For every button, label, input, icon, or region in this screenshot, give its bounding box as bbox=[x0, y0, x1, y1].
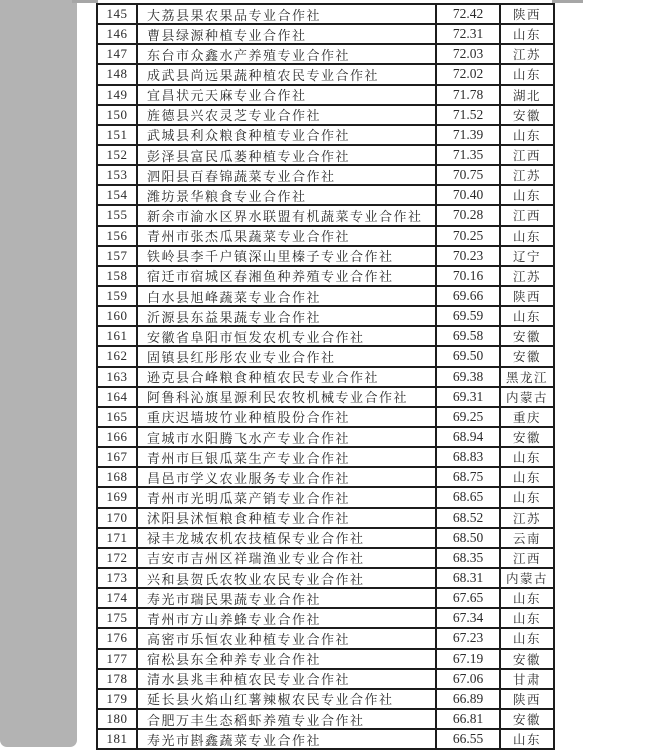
province-cell: 陕西 bbox=[512, 692, 541, 707]
rank-cell: 158 bbox=[98, 267, 138, 285]
province-cell: 江苏 bbox=[512, 48, 541, 63]
score-cell: 66.81 bbox=[437, 710, 501, 728]
name-cell: 曹县绿源种植专业合作社 bbox=[138, 25, 437, 43]
province-cell: 甘肃 bbox=[512, 672, 541, 687]
name-cell: 新余市渝水区界水联盟有机蔬菜专业合作社 bbox=[138, 206, 437, 224]
rank-cell: 159 bbox=[98, 287, 138, 305]
name-cell: 清水县兆丰种植农民专业合作社 bbox=[138, 670, 437, 688]
name-cell: 安徽省阜阳市恒发农机专业合作社 bbox=[138, 327, 437, 345]
app-left-margin bbox=[0, 0, 77, 747]
table-row bbox=[98, 609, 553, 629]
rank-cell: 168 bbox=[98, 468, 138, 486]
province-cell: 安徽 bbox=[512, 108, 541, 123]
name-cell: 武城县利众粮食种植专业合作社 bbox=[138, 126, 437, 144]
province-cell: 山东 bbox=[512, 491, 541, 506]
rank-cell: 177 bbox=[98, 650, 138, 668]
name-cell: 宿松县东全种养专业合作社 bbox=[138, 650, 437, 668]
table-row bbox=[98, 468, 553, 488]
name-cell: 高密市乐恒农业种植专业合作社 bbox=[138, 629, 437, 647]
name-cell: 青州市巨银瓜菜生产专业合作社 bbox=[138, 448, 437, 466]
rank-cell: 165 bbox=[98, 408, 138, 426]
name-cell: 吉安市吉州区祥瑞渔业专业合作社 bbox=[138, 549, 437, 567]
table-row bbox=[98, 569, 553, 589]
table-row bbox=[98, 146, 553, 166]
table-row bbox=[98, 368, 553, 388]
rank-cell: 178 bbox=[98, 670, 138, 688]
cooperative-ranking-table bbox=[96, 3, 555, 750]
name-cell: 阿鲁科沁旗星源利民农牧机械专业合作社 bbox=[138, 388, 437, 406]
score-cell: 68.52 bbox=[437, 509, 501, 527]
table-row bbox=[98, 106, 553, 126]
table-row bbox=[98, 710, 553, 730]
score-cell: 68.31 bbox=[437, 569, 501, 587]
table-row bbox=[98, 65, 553, 85]
table-row bbox=[98, 488, 553, 508]
table-row bbox=[98, 126, 553, 146]
province-cell: 安徽 bbox=[512, 712, 541, 727]
table-row bbox=[98, 45, 553, 65]
rank-cell: 174 bbox=[98, 589, 138, 607]
rank-cell: 166 bbox=[98, 428, 138, 446]
score-cell: 70.40 bbox=[437, 186, 501, 204]
name-cell: 昌邑市学义农业服务专业合作社 bbox=[138, 468, 437, 486]
score-cell: 67.06 bbox=[437, 670, 501, 688]
province-cell: 江西 bbox=[512, 209, 541, 224]
rank-cell: 148 bbox=[98, 65, 138, 83]
score-cell: 70.23 bbox=[437, 247, 501, 265]
table-row bbox=[98, 307, 553, 327]
name-cell: 固镇县红彤彤农业专业合作社 bbox=[138, 347, 437, 365]
table-row bbox=[98, 227, 553, 247]
table-row bbox=[98, 25, 553, 45]
name-cell: 兴和县贺氏农牧业农民专业合作社 bbox=[138, 569, 437, 587]
rank-cell: 172 bbox=[98, 549, 138, 567]
table-row bbox=[98, 529, 553, 549]
score-cell: 72.42 bbox=[437, 5, 501, 23]
table-row bbox=[98, 166, 553, 186]
name-cell: 铁岭县李千户镇深山里榛子专业合作社 bbox=[138, 247, 437, 265]
score-cell: 68.94 bbox=[437, 428, 501, 446]
score-cell: 71.35 bbox=[437, 146, 501, 164]
province-cell: 江苏 bbox=[512, 511, 541, 526]
province-cell: 山东 bbox=[512, 229, 541, 244]
province-cell: 山东 bbox=[512, 189, 541, 204]
score-cell: 67.65 bbox=[437, 589, 501, 607]
table-row bbox=[98, 86, 553, 106]
score-cell: 69.58 bbox=[437, 327, 501, 345]
name-cell: 彭泽县富民瓜蒌种植专业合作社 bbox=[138, 146, 437, 164]
province-cell: 湖北 bbox=[512, 88, 541, 103]
score-cell: 69.31 bbox=[437, 388, 501, 406]
score-cell: 68.75 bbox=[437, 468, 501, 486]
name-cell: 青州市张杰瓜果蔬菜专业合作社 bbox=[138, 227, 437, 245]
name-cell: 潍坊景华粮食专业合作社 bbox=[138, 186, 437, 204]
score-cell: 66.55 bbox=[437, 730, 501, 748]
name-cell: 白水县旭峰蔬菜专业合作社 bbox=[138, 287, 437, 305]
table-row bbox=[98, 206, 553, 226]
score-cell: 71.78 bbox=[437, 86, 501, 104]
province-cell: 陕西 bbox=[512, 290, 541, 305]
score-cell: 67.19 bbox=[437, 650, 501, 668]
table-row bbox=[98, 408, 553, 428]
rank-cell: 146 bbox=[98, 25, 138, 43]
table-row bbox=[98, 287, 553, 307]
province-cell: 安徽 bbox=[512, 431, 541, 446]
table-row bbox=[98, 186, 553, 206]
name-cell: 成武县尚远果蔬种植农民专业合作社 bbox=[138, 65, 437, 83]
score-cell: 69.38 bbox=[437, 368, 501, 386]
score-cell: 68.35 bbox=[437, 549, 501, 567]
province-cell: 江西 bbox=[512, 551, 541, 566]
province-cell: 山东 bbox=[512, 612, 541, 627]
score-cell: 72.02 bbox=[437, 65, 501, 83]
rank-cell: 173 bbox=[98, 569, 138, 587]
table-row bbox=[98, 388, 553, 408]
province-cell: 山东 bbox=[512, 471, 541, 486]
rank-cell: 152 bbox=[98, 146, 138, 164]
name-cell: 东台市众鑫水产养殖专业合作社 bbox=[138, 45, 437, 63]
province-cell: 江西 bbox=[512, 149, 541, 164]
score-cell: 66.89 bbox=[437, 690, 501, 708]
name-cell: 延长县火焰山红薯辣椒农民专业合作社 bbox=[138, 690, 437, 708]
top-right-border-tick bbox=[552, 0, 583, 3]
name-cell: 禄丰龙城农机农技植保专业合作社 bbox=[138, 529, 437, 547]
rank-cell: 147 bbox=[98, 45, 138, 63]
score-cell: 67.23 bbox=[437, 629, 501, 647]
score-cell: 69.50 bbox=[437, 347, 501, 365]
name-cell: 青州市光明瓜菜产销专业合作社 bbox=[138, 488, 437, 506]
province-cell: 山东 bbox=[512, 632, 541, 647]
score-cell: 70.25 bbox=[437, 227, 501, 245]
rank-cell: 167 bbox=[98, 448, 138, 466]
rank-cell: 151 bbox=[98, 126, 138, 144]
province-cell: 山东 bbox=[512, 451, 541, 466]
province-cell: 山东 bbox=[512, 68, 541, 83]
province-cell: 山东 bbox=[512, 128, 541, 143]
table-row bbox=[98, 5, 553, 25]
province-cell: 山东 bbox=[512, 28, 541, 43]
province-cell: 安徽 bbox=[512, 652, 541, 667]
rank-cell: 163 bbox=[98, 368, 138, 386]
table-row bbox=[98, 247, 553, 267]
rank-cell: 157 bbox=[98, 247, 138, 265]
province-cell: 山东 bbox=[512, 310, 541, 325]
score-cell: 69.59 bbox=[437, 307, 501, 325]
rank-cell: 169 bbox=[98, 488, 138, 506]
province-cell: 山东 bbox=[512, 733, 541, 748]
score-cell: 70.28 bbox=[437, 206, 501, 224]
table-row bbox=[98, 670, 553, 690]
rank-cell: 149 bbox=[98, 86, 138, 104]
province-cell: 山东 bbox=[512, 592, 541, 607]
name-cell: 合肥万丰生态稻虾养殖专业合作社 bbox=[138, 710, 437, 728]
rank-cell: 171 bbox=[98, 529, 138, 547]
province-cell: 江苏 bbox=[512, 269, 541, 284]
table-row bbox=[98, 327, 553, 347]
score-cell: 71.52 bbox=[437, 106, 501, 124]
name-cell: 沂源县东益果蔬专业合作社 bbox=[138, 307, 437, 325]
table-row bbox=[98, 428, 553, 448]
rank-cell: 150 bbox=[98, 106, 138, 124]
score-cell: 71.39 bbox=[437, 126, 501, 144]
score-cell: 72.03 bbox=[437, 45, 501, 63]
name-cell: 宜昌状元天麻专业合作社 bbox=[138, 86, 437, 104]
rank-cell: 180 bbox=[98, 710, 138, 728]
top-left-border-tick bbox=[72, 0, 98, 3]
rank-cell: 160 bbox=[98, 307, 138, 325]
score-cell: 68.83 bbox=[437, 448, 501, 466]
rank-cell: 153 bbox=[98, 166, 138, 184]
rank-cell: 176 bbox=[98, 629, 138, 647]
province-cell: 陕西 bbox=[512, 8, 541, 23]
rank-cell: 154 bbox=[98, 186, 138, 204]
rank-cell: 170 bbox=[98, 509, 138, 527]
province-cell: 内蒙古 bbox=[505, 390, 548, 405]
score-cell: 67.34 bbox=[437, 609, 501, 627]
name-cell: 重庆迟墙坡竹业种植股份合作社 bbox=[138, 408, 437, 426]
province-cell: 安徽 bbox=[512, 330, 541, 345]
name-cell: 逊克县合峰粮食种植农民专业合作社 bbox=[138, 368, 437, 386]
score-cell: 72.31 bbox=[437, 25, 501, 43]
province-cell: 重庆 bbox=[512, 410, 541, 425]
rank-cell: 145 bbox=[98, 5, 138, 23]
table-row bbox=[98, 549, 553, 569]
score-cell: 70.75 bbox=[437, 166, 501, 184]
score-cell: 68.50 bbox=[437, 529, 501, 547]
table-row bbox=[98, 267, 553, 287]
score-cell: 70.16 bbox=[437, 267, 501, 285]
table-row bbox=[98, 347, 553, 367]
rank-cell: 179 bbox=[98, 690, 138, 708]
table-row bbox=[98, 509, 553, 529]
name-cell: 寿光市瑞民果蔬专业合作社 bbox=[138, 589, 437, 607]
name-cell: 沭阳县沭恒粮食种植专业合作社 bbox=[138, 509, 437, 527]
score-cell: 69.25 bbox=[437, 408, 501, 426]
name-cell: 泗阳县百春锦蔬菜专业合作社 bbox=[138, 166, 437, 184]
table-row bbox=[98, 650, 553, 670]
name-cell: 大荔县果农果品专业合作社 bbox=[138, 5, 437, 23]
score-cell: 68.65 bbox=[437, 488, 501, 506]
province-cell: 安徽 bbox=[512, 350, 541, 365]
rank-cell: 175 bbox=[98, 609, 138, 627]
rank-cell: 155 bbox=[98, 206, 138, 224]
score-cell: 69.66 bbox=[437, 287, 501, 305]
name-cell: 寿光市斟鑫蔬菜专业合作社 bbox=[138, 730, 437, 748]
name-cell: 宿迁市宿城区春湘鱼种养殖专业合作社 bbox=[138, 267, 437, 285]
rank-cell: 156 bbox=[98, 227, 138, 245]
rank-cell: 181 bbox=[98, 730, 138, 748]
name-cell: 青州市方山养蜂专业合作社 bbox=[138, 609, 437, 627]
name-cell: 旌德县兴农灵芝专业合作社 bbox=[138, 106, 437, 124]
province-cell: 江苏 bbox=[512, 169, 541, 184]
province-cell: 内蒙古 bbox=[505, 572, 548, 586]
rank-cell: 161 bbox=[98, 327, 138, 345]
table-row bbox=[98, 690, 553, 710]
table-row bbox=[98, 448, 553, 468]
province-cell: 黑龙江 bbox=[505, 370, 548, 385]
table-row bbox=[98, 629, 553, 649]
province-cell: 辽宁 bbox=[512, 249, 541, 264]
name-cell: 宣城市水阳腾飞水产专业合作社 bbox=[138, 428, 437, 446]
rank-cell: 164 bbox=[98, 388, 138, 406]
table-row bbox=[98, 589, 553, 609]
province-cell: 云南 bbox=[512, 531, 541, 546]
rank-cell: 162 bbox=[98, 347, 138, 365]
table-row bbox=[98, 730, 553, 748]
